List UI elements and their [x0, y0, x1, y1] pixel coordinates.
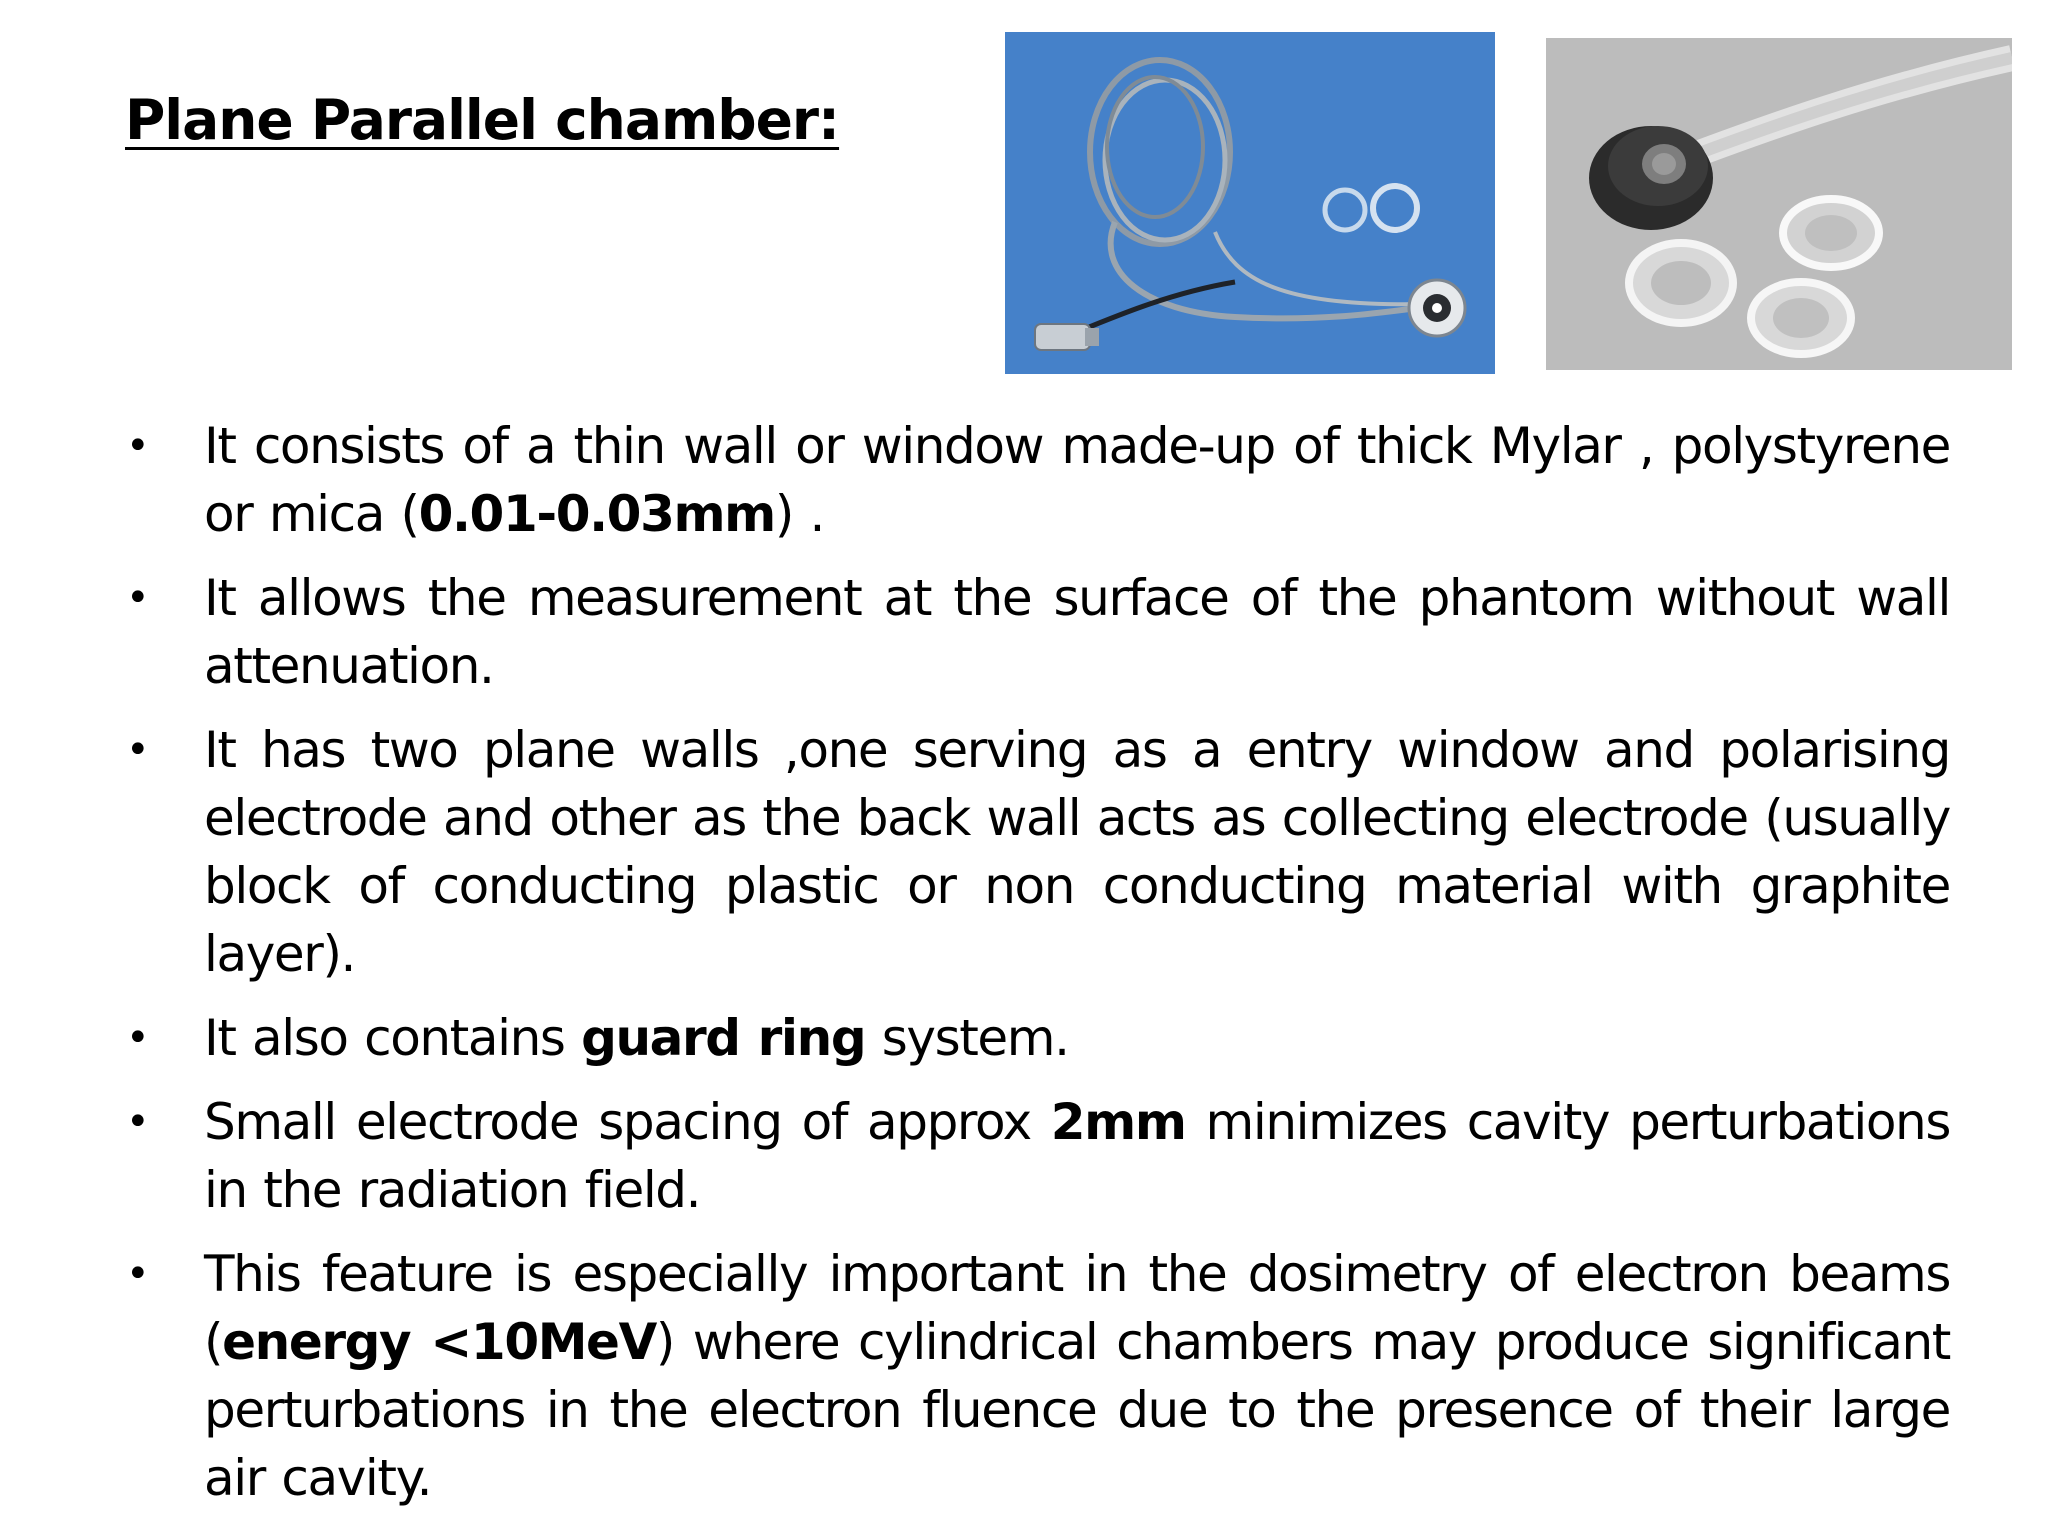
- bullet-text: It consists of a thin wall or window made-up of thick Mylar , polystyrene or mica (0.01-0.03mm) .: [204, 417, 1950, 543]
- bullet-item: [120, 1240, 1950, 1512]
- bullet-marker: •: [126, 1015, 150, 1061]
- bold-value: 2mm: [1050, 1093, 1186, 1151]
- bullet-item: [120, 1004, 1950, 1072]
- bullet-list: [120, 412, 1950, 1528]
- bullet-item: [120, 564, 1950, 700]
- slide-title: Plane Parallel chamber:: [125, 88, 840, 152]
- chamber-with-rings-photo: [1546, 38, 2012, 370]
- bullet-marker: •: [126, 423, 150, 469]
- bold-value: energy <10MeV: [222, 1313, 656, 1371]
- ion-chamber-with-cable-photo: [1005, 32, 1495, 374]
- bullet-text: It has two plane walls ,one serving as a entry window and polarising electrode and other as the back wall acts as collecting electrode (usually block of conducting plastic or non conducting material with graphite layer).: [204, 721, 1950, 983]
- bold-term: guard ring: [581, 1009, 866, 1067]
- bullet-item: [120, 412, 1950, 548]
- bullet-marker: •: [126, 1099, 150, 1145]
- bullet-text: It also contains guard ring system.: [204, 1009, 1069, 1067]
- bullet-text: This feature is especially important in the dosimetry of electron beams (energy <10MeV) where cylindrical chambers may produce significant perturbations in the electron fluence due to the presence of their large air cavity.: [204, 1245, 1950, 1507]
- bullet-text: It allows the measurement at the surface of the phantom without wall attenuation.: [204, 569, 1950, 695]
- bullet-item: [120, 716, 1950, 988]
- bold-value: 0.01-0.03mm: [418, 485, 775, 543]
- bullet-item: [120, 1088, 1950, 1224]
- bullet-marker: •: [126, 575, 150, 621]
- bullet-text: Small electrode spacing of approx 2mm minimizes cavity perturbations in the radiation field.: [204, 1093, 1950, 1219]
- bullet-marker: •: [126, 1251, 150, 1297]
- bullet-marker: •: [126, 727, 150, 773]
